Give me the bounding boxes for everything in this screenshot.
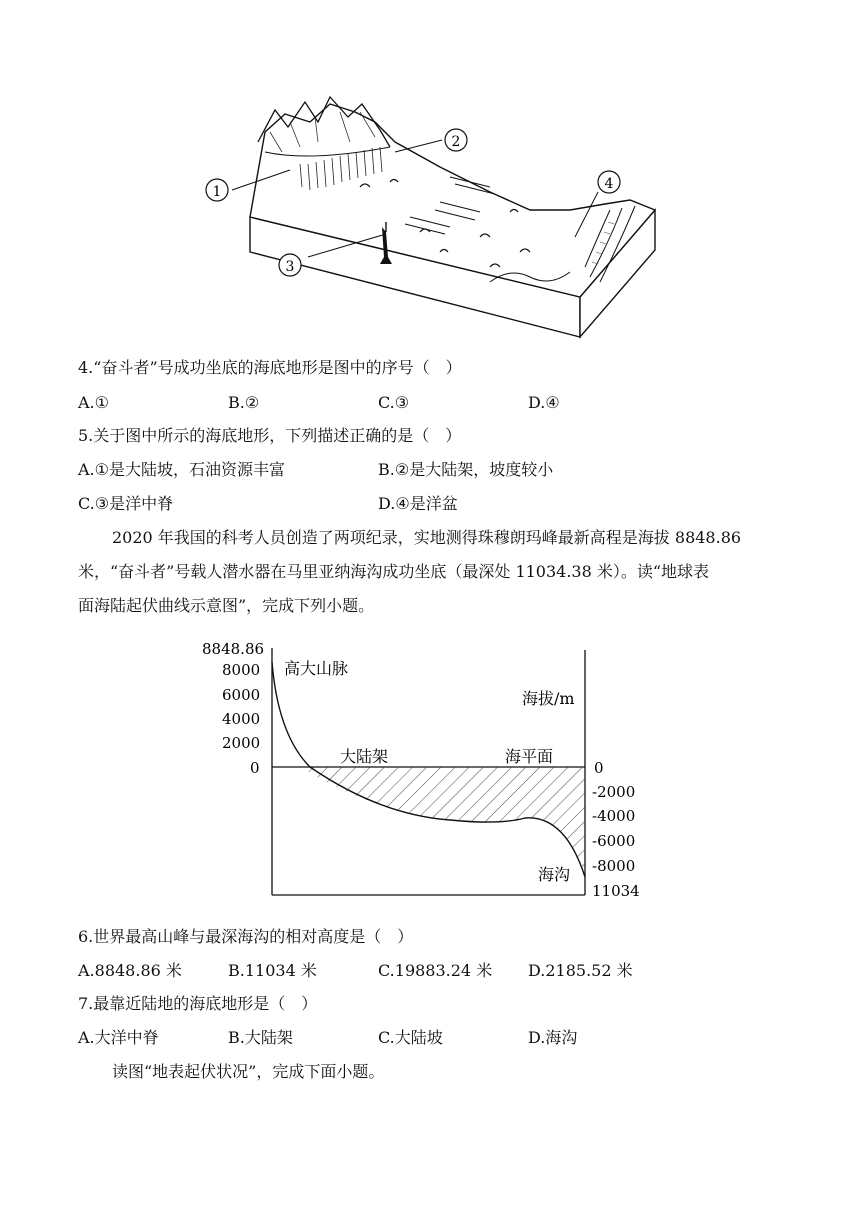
q5-option-a[interactable]: A.①是大陆坡，石油资源丰富 [78, 460, 285, 479]
left-tick-8848: 8848.86 [202, 640, 265, 658]
label-axis-unit: 海拔/m [522, 689, 575, 708]
right-tick-minus4000: -4000 [592, 807, 636, 825]
q5-option-d[interactable]: D.④是洋盆 [378, 494, 458, 513]
right-tick-0: 0 [594, 759, 604, 777]
q6-option-b[interactable]: B.11034 米 [228, 961, 317, 980]
question-7-stem: 7.最靠近陆地的海底地形是（ ） [78, 994, 318, 1013]
passage-line-1: 2020 年我国的科考人员创造了两项纪录，实地测得珠穆朗玛峰最新高程是海拔 8848.86 [112, 528, 742, 547]
q7-option-d[interactable]: D.海沟 [528, 1028, 578, 1047]
marker-1 [206, 179, 228, 201]
q6-option-c[interactable]: C.19883.24 米 [378, 961, 493, 980]
ocean-floor-block-diagram [190, 92, 670, 342]
q4-option-d[interactable]: D.④ [528, 393, 560, 412]
svg-text:3: 3 [285, 259, 295, 275]
question-4-stem: 4.“奋斗者”号成功坐底的海底地形是图中的序号（ ） [78, 358, 462, 377]
next-section-intro: 读图“地表起伏状况”，完成下面小题。 [112, 1062, 385, 1081]
label-trench: 海沟 [538, 865, 571, 884]
q4-option-b[interactable]: B.② [228, 393, 260, 412]
q7-option-b[interactable]: B.大陆架 [228, 1028, 293, 1047]
q7-option-c[interactable]: C.大陆坡 [378, 1028, 443, 1047]
label-mountains: 高大山脉 [284, 659, 349, 678]
marker-2 [445, 129, 467, 151]
label-sea-level: 海平面 [505, 747, 554, 766]
q4-option-a[interactable]: A.① [78, 393, 109, 412]
q5-option-c[interactable]: C.③是洋中脊 [78, 494, 174, 513]
right-tick-minus2000: -2000 [592, 783, 636, 801]
q6-option-d[interactable]: D.2185.52 米 [528, 961, 633, 980]
right-tick-minus6000: -6000 [592, 832, 636, 850]
sea-land-relief-curve [200, 640, 660, 902]
q4-option-c[interactable]: C.③ [378, 393, 410, 412]
right-tick-11034: 11034 [592, 882, 640, 900]
svg-text:2: 2 [451, 134, 461, 150]
right-tick-minus8000: -8000 [592, 857, 636, 875]
marker-4 [598, 171, 620, 193]
question-6-stem: 6.世界最高山峰与最深海沟的相对高度是（ ） [78, 927, 414, 946]
q6-option-a[interactable]: A.8848.86 米 [78, 961, 182, 980]
passage-line-2: 米，“奋斗者”号载人潜水器在马里亚纳海沟成功坐底（最深处 11034.38 米）。读“地球表 [78, 562, 710, 581]
svg-text:1: 1 [212, 184, 222, 200]
left-tick-8000: 8000 [222, 661, 261, 679]
left-tick-2000: 2000 [222, 734, 261, 752]
left-tick-4000: 4000 [222, 710, 261, 728]
q7-option-a[interactable]: A.大洋中脊 [78, 1028, 159, 1047]
question-5-stem: 5.关于图中所示的海底地形，下列描述正确的是（ ） [78, 426, 462, 445]
label-continental-shelf: 大陆架 [340, 747, 389, 766]
svg-text:4: 4 [604, 176, 614, 192]
left-tick-6000: 6000 [222, 686, 261, 704]
q5-option-b[interactable]: B.②是大陆架，坡度较小 [378, 460, 554, 479]
left-tick-0: 0 [250, 759, 260, 777]
passage-line-3: 面海陆起伏曲线示意图”，完成下列小题。 [78, 596, 375, 615]
marker-3 [279, 254, 301, 276]
